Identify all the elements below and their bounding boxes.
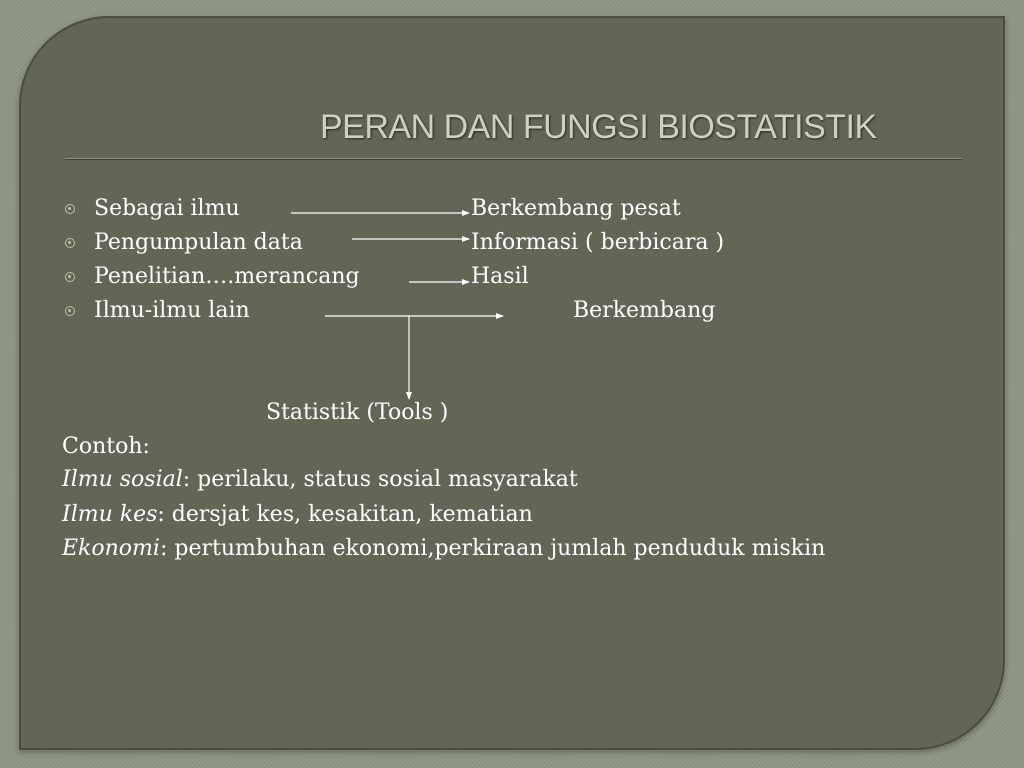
tools-label: Statistik (Tools ) — [266, 400, 449, 425]
example-1 — [62, 467, 578, 493]
example-heading: Contoh: — [62, 434, 150, 459]
example-1-term: Ilmu sosial — [62, 467, 183, 492]
example-2-term: Ilmu kes — [62, 502, 158, 527]
bullet-3-label: Penelitian….merancang — [94, 264, 360, 289]
bullet-2-result: Informasi ( berbicara ) — [471, 230, 725, 255]
bullet-3-result: Hasil — [471, 264, 529, 289]
example-3-term: Ekonomi — [62, 536, 160, 561]
example-2 — [62, 502, 533, 528]
example-3 — [62, 536, 825, 562]
bullet-4-label: Ilmu-ilmu lain — [94, 298, 250, 323]
bullet-2-label: Pengumpulan data — [94, 230, 303, 255]
bullet-1-result: Berkembang pesat — [471, 196, 681, 221]
slide-title: PERAN DAN FUNGSI BIOSTATISTIK — [320, 108, 877, 146]
example-3-desc: : pertumbuhan ekonomi,perkiraan jumlah penduduk miskin — [159, 536, 826, 561]
example-2-desc: : dersjat kes, kesakitan, kematian — [157, 502, 533, 527]
example-1-desc: : perilaku, status sosial masyarakat — [182, 467, 578, 492]
bullet-1-label: Sebagai ilmu — [94, 196, 240, 221]
bullet-4-result: Berkembang — [573, 298, 716, 323]
